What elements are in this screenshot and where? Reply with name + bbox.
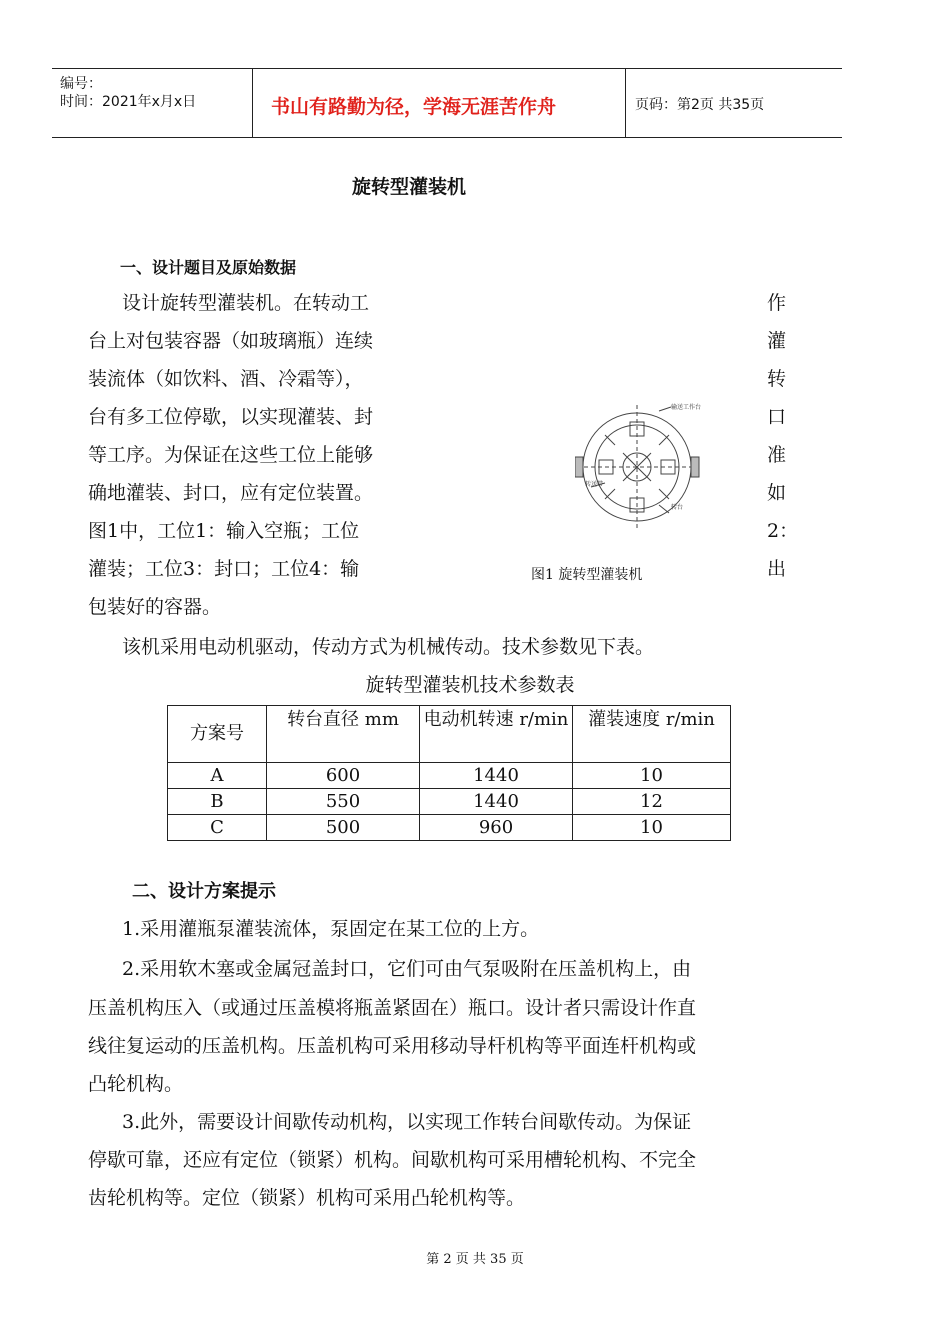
table-caption: 旋转型灌装机技术参数表 — [365, 674, 575, 696]
figure-label: 输送工作台 — [671, 404, 702, 411]
header-meta-cell — [52, 69, 253, 137]
section2-heading: 二、设计方案提示 — [132, 881, 276, 902]
figure-label: 转台 — [671, 504, 684, 511]
doc-time-label: 时间：2021年x月x日 — [60, 94, 197, 110]
right-column-char: 准 — [767, 444, 787, 466]
table-cell: 600 — [267, 763, 420, 789]
header-page-code: 页码：第2页 共35页 — [635, 97, 765, 113]
table-cell: 1440 — [420, 763, 573, 789]
table-header-cell: 方案号 — [168, 706, 267, 763]
rotary-filler-figure — [575, 395, 710, 545]
right-column-char: 2： — [767, 520, 799, 542]
section1-line: 图1中，工位1：输入空瓶；工位 — [88, 520, 360, 542]
table-cell: 12 — [573, 789, 731, 815]
section1-line: 灌装；工位3：封口；工位4：输 — [88, 558, 360, 580]
section1-line: 等工序。为保证在这些工位上能够 — [88, 444, 374, 466]
section1-line: 确地灌装、封口，应有定位装置。 — [88, 482, 374, 504]
page-header — [52, 68, 842, 138]
table-row — [168, 815, 731, 841]
table-cell: 550 — [267, 789, 420, 815]
section2-line: 凸轮机构。 — [88, 1073, 184, 1095]
parameters-table — [167, 705, 731, 841]
table-cell: 10 — [573, 815, 731, 841]
figure-caption: 图1 旋转型灌装机 — [531, 567, 643, 583]
section2-line: 压盖机构压入（或通过压盖模将瓶盖紧固在）瓶口。设计者只需设计作直 — [88, 997, 697, 1019]
table-header-cell: 转台直径 mm — [267, 706, 420, 763]
page-footer: 第 2 页 共 35 页 — [426, 1252, 524, 1267]
section1-heading: 一、设计题目及原始数据 — [120, 258, 297, 277]
section2-line: 齿轮机构等。定位（锁紧）机构可采用凸轮机构等。 — [88, 1187, 526, 1209]
table-header-row — [168, 706, 731, 763]
table-cell: 500 — [267, 815, 420, 841]
right-column-char: 转 — [767, 368, 787, 390]
page-title: 旋转型灌装机 — [351, 176, 466, 198]
section2-line: 2.采用软木塞或金属冠盖封口，它们可由气泵吸附在压盖机构上，由 — [122, 958, 692, 980]
doc-number-label: 编号： — [60, 76, 102, 92]
section1-line: 装流体（如饮料、酒、冷霜等）， — [88, 368, 364, 390]
section2-line: 1.采用灌瓶泵灌装流体，泵固定在某工位的上方。 — [122, 918, 540, 940]
drive-text: 该机采用电动机驱动，传动方式为机械传动。技术参数见下表。 — [122, 636, 655, 658]
table-cell: 1440 — [420, 789, 573, 815]
table-header-cell: 电动机转速 r/min — [420, 706, 573, 763]
header-motto: 书山有路勤为径，学海无涯苦作舟 — [271, 96, 557, 118]
section1-line: 台有多工位停歇，以实现灌装、封 — [88, 406, 374, 428]
right-column-char: 出 — [767, 558, 787, 580]
right-column-char: 灌 — [767, 330, 787, 352]
right-column-char: 口 — [767, 406, 787, 428]
table-cell: A — [168, 763, 267, 789]
header-motto-cell — [253, 69, 626, 137]
table-cell: 10 — [573, 763, 731, 789]
table-cell: C — [168, 815, 267, 841]
section1-line: 台上对包装容器（如玻璃瓶）连续 — [88, 330, 374, 352]
right-column-char: 如 — [767, 482, 787, 504]
section2-line: 3.此外，需要设计间歇传动机构，以实现工作转台间歇传动。为保证 — [122, 1111, 692, 1133]
right-column-char: 作 — [767, 292, 787, 314]
section1-line: 设计旋转型灌装机。在转动工 — [122, 292, 370, 314]
figure-label: 转送带 — [585, 481, 604, 488]
header-page-cell — [626, 69, 842, 137]
table-row — [168, 789, 731, 815]
table-header-cell: 灌装速度 r/min — [573, 706, 731, 763]
table-cell: B — [168, 789, 267, 815]
section2-line: 线往复运动的压盖机构。压盖机构可采用移动导杆机构等平面连杆机构或 — [88, 1035, 697, 1057]
table-cell: 960 — [420, 815, 573, 841]
table-row — [168, 763, 731, 789]
section1-line: 包装好的容器。 — [88, 596, 222, 618]
section2-line: 停歇可靠，还应有定位（锁紧）机构。间歇机构可采用槽轮机构、不完全 — [88, 1149, 697, 1171]
